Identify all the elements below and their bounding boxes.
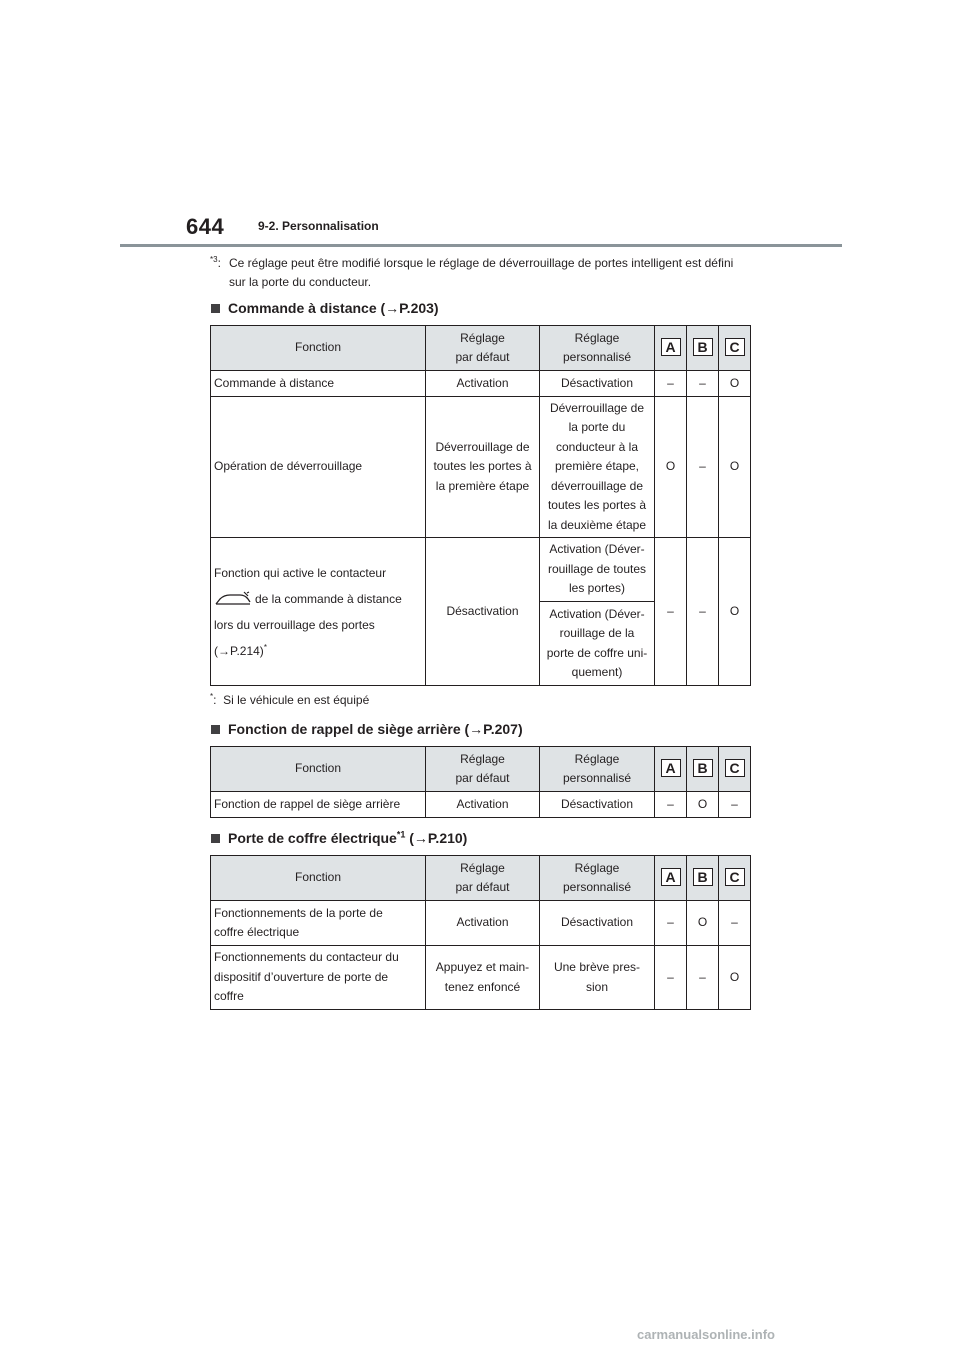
cell-b: – [687,397,719,538]
cell-a: – [655,538,687,686]
cell-default: Appuyez et main- tenez enfoncé [426,946,540,1010]
cell-b: O [687,901,719,946]
table-row [211,901,751,946]
section-heading-power-tailgate: Porte de coffre électrique$^{*1}$ (→P.210) [211,830,467,846]
col-function: Fonction [211,856,426,901]
cell-default: Déverrouillage de toutes les portes à la première étape [426,397,540,538]
cell-c: O [719,946,751,1010]
table-power-tailgate [210,855,751,1010]
table-row [211,397,751,538]
cell-custom: Déverrouillage de la porte du conducteur à la première étape, déverrouillage de toutes les portes à la deuxième étape [540,397,655,538]
table-remote-control [210,325,751,686]
cell-c: O [719,538,751,686]
cell-a: O [655,397,687,538]
section-heading-rear-seat [211,721,523,737]
square-bullet-icon [211,834,220,843]
cell-custom: Une brève pres- sion [540,946,655,1010]
cell-function: Fonctionnements du contacteur du dispositif d’ouverture de porte de coffre [211,946,426,1010]
table-row [211,371,751,397]
col-default: Réglage par défaut [426,326,540,371]
cell-a: – [655,946,687,1010]
cell-c: O [719,371,751,397]
table-row [211,538,751,602]
cell-function: Fonctionnements de la porte de coffre électrique [211,901,426,946]
table-header-row [211,326,751,371]
cell-default: Activation [426,792,540,818]
square-bullet-icon [211,304,220,313]
cell-c: – [719,901,751,946]
col-c: C [719,326,751,371]
footnote-3 [210,254,750,292]
cell-function: Commande à distance [211,371,426,397]
table-row [211,946,751,1010]
col-c: C [719,856,751,901]
section-heading-remote [211,300,439,316]
cell-custom: Désactivation [540,792,655,818]
cell-b: O [687,792,719,818]
header-rule [120,244,842,247]
col-default: Réglage par défaut [426,856,540,901]
col-a: A [655,856,687,901]
cell-c: – [719,792,751,818]
table-rear-seat-reminder [210,746,751,818]
col-function: Fonction [211,747,426,792]
section-heading-power-tailgate-text: Porte de coffre électrique [228,830,397,846]
table-row [211,792,751,818]
cell-function: Fonction qui active le contacteur de la commande à distance lors du verrouillage des portes (→P.214)* [211,538,426,686]
col-b: B [687,747,719,792]
footer-watermark: carmanualsonline.info [637,1327,775,1342]
cell-custom: Désactivation [540,901,655,946]
cell-default: Désactivation [426,538,540,686]
cell-custom: Activation (Déver- rouillage de toutes les portes) [540,538,655,602]
table-header-row [211,747,751,792]
cell-b: – [687,538,719,686]
col-c: C [719,747,751,792]
col-b: B [687,856,719,901]
cell-b: – [687,371,719,397]
square-bullet-icon [211,725,220,734]
cell-function: Fonction de rappel de siège arrière [211,792,426,818]
cell-default: Activation [426,371,540,397]
cell-function: Opération de déverrouillage [211,397,426,538]
section-heading-remote-text: Commande à distance (→P.203) [228,300,439,316]
cell-custom: Désactivation [540,371,655,397]
col-custom: Réglage personnalisé [540,747,655,792]
col-custom: Réglage personnalisé [540,326,655,371]
page-number: 644 [186,214,225,239]
cell-c: O [719,397,751,538]
col-b: B [687,326,719,371]
car-key-icon [214,591,252,607]
col-default: Réglage par défaut [426,747,540,792]
section-title: 9-2. Personnalisation [258,219,379,233]
footnote-3-marker: $^{*3}$: [210,255,221,270]
cell-a: – [655,792,687,818]
cell-b: – [687,946,719,1010]
col-function: Fonction [211,326,426,371]
table-header-row [211,856,751,901]
col-custom: Réglage personnalisé [540,856,655,901]
section-heading-rear-seat-text: Fonction de rappel de siège arrière (→P.207) [228,721,523,737]
cell-custom: Activation (Déver- rouillage de la porte de coffre uni- quement) [540,602,655,686]
cell-a: – [655,371,687,397]
cell-a: – [655,901,687,946]
note-equipped: *: Si le véhicule en est équipé [210,692,370,707]
col-a: A [655,747,687,792]
footnote-3-text: Ce réglage peut être modifié lorsque le réglage de déverrouillage de portes intelligent est défini sur la porte du conducteur. [229,256,734,289]
col-a: A [655,326,687,371]
cell-default: Activation [426,901,540,946]
